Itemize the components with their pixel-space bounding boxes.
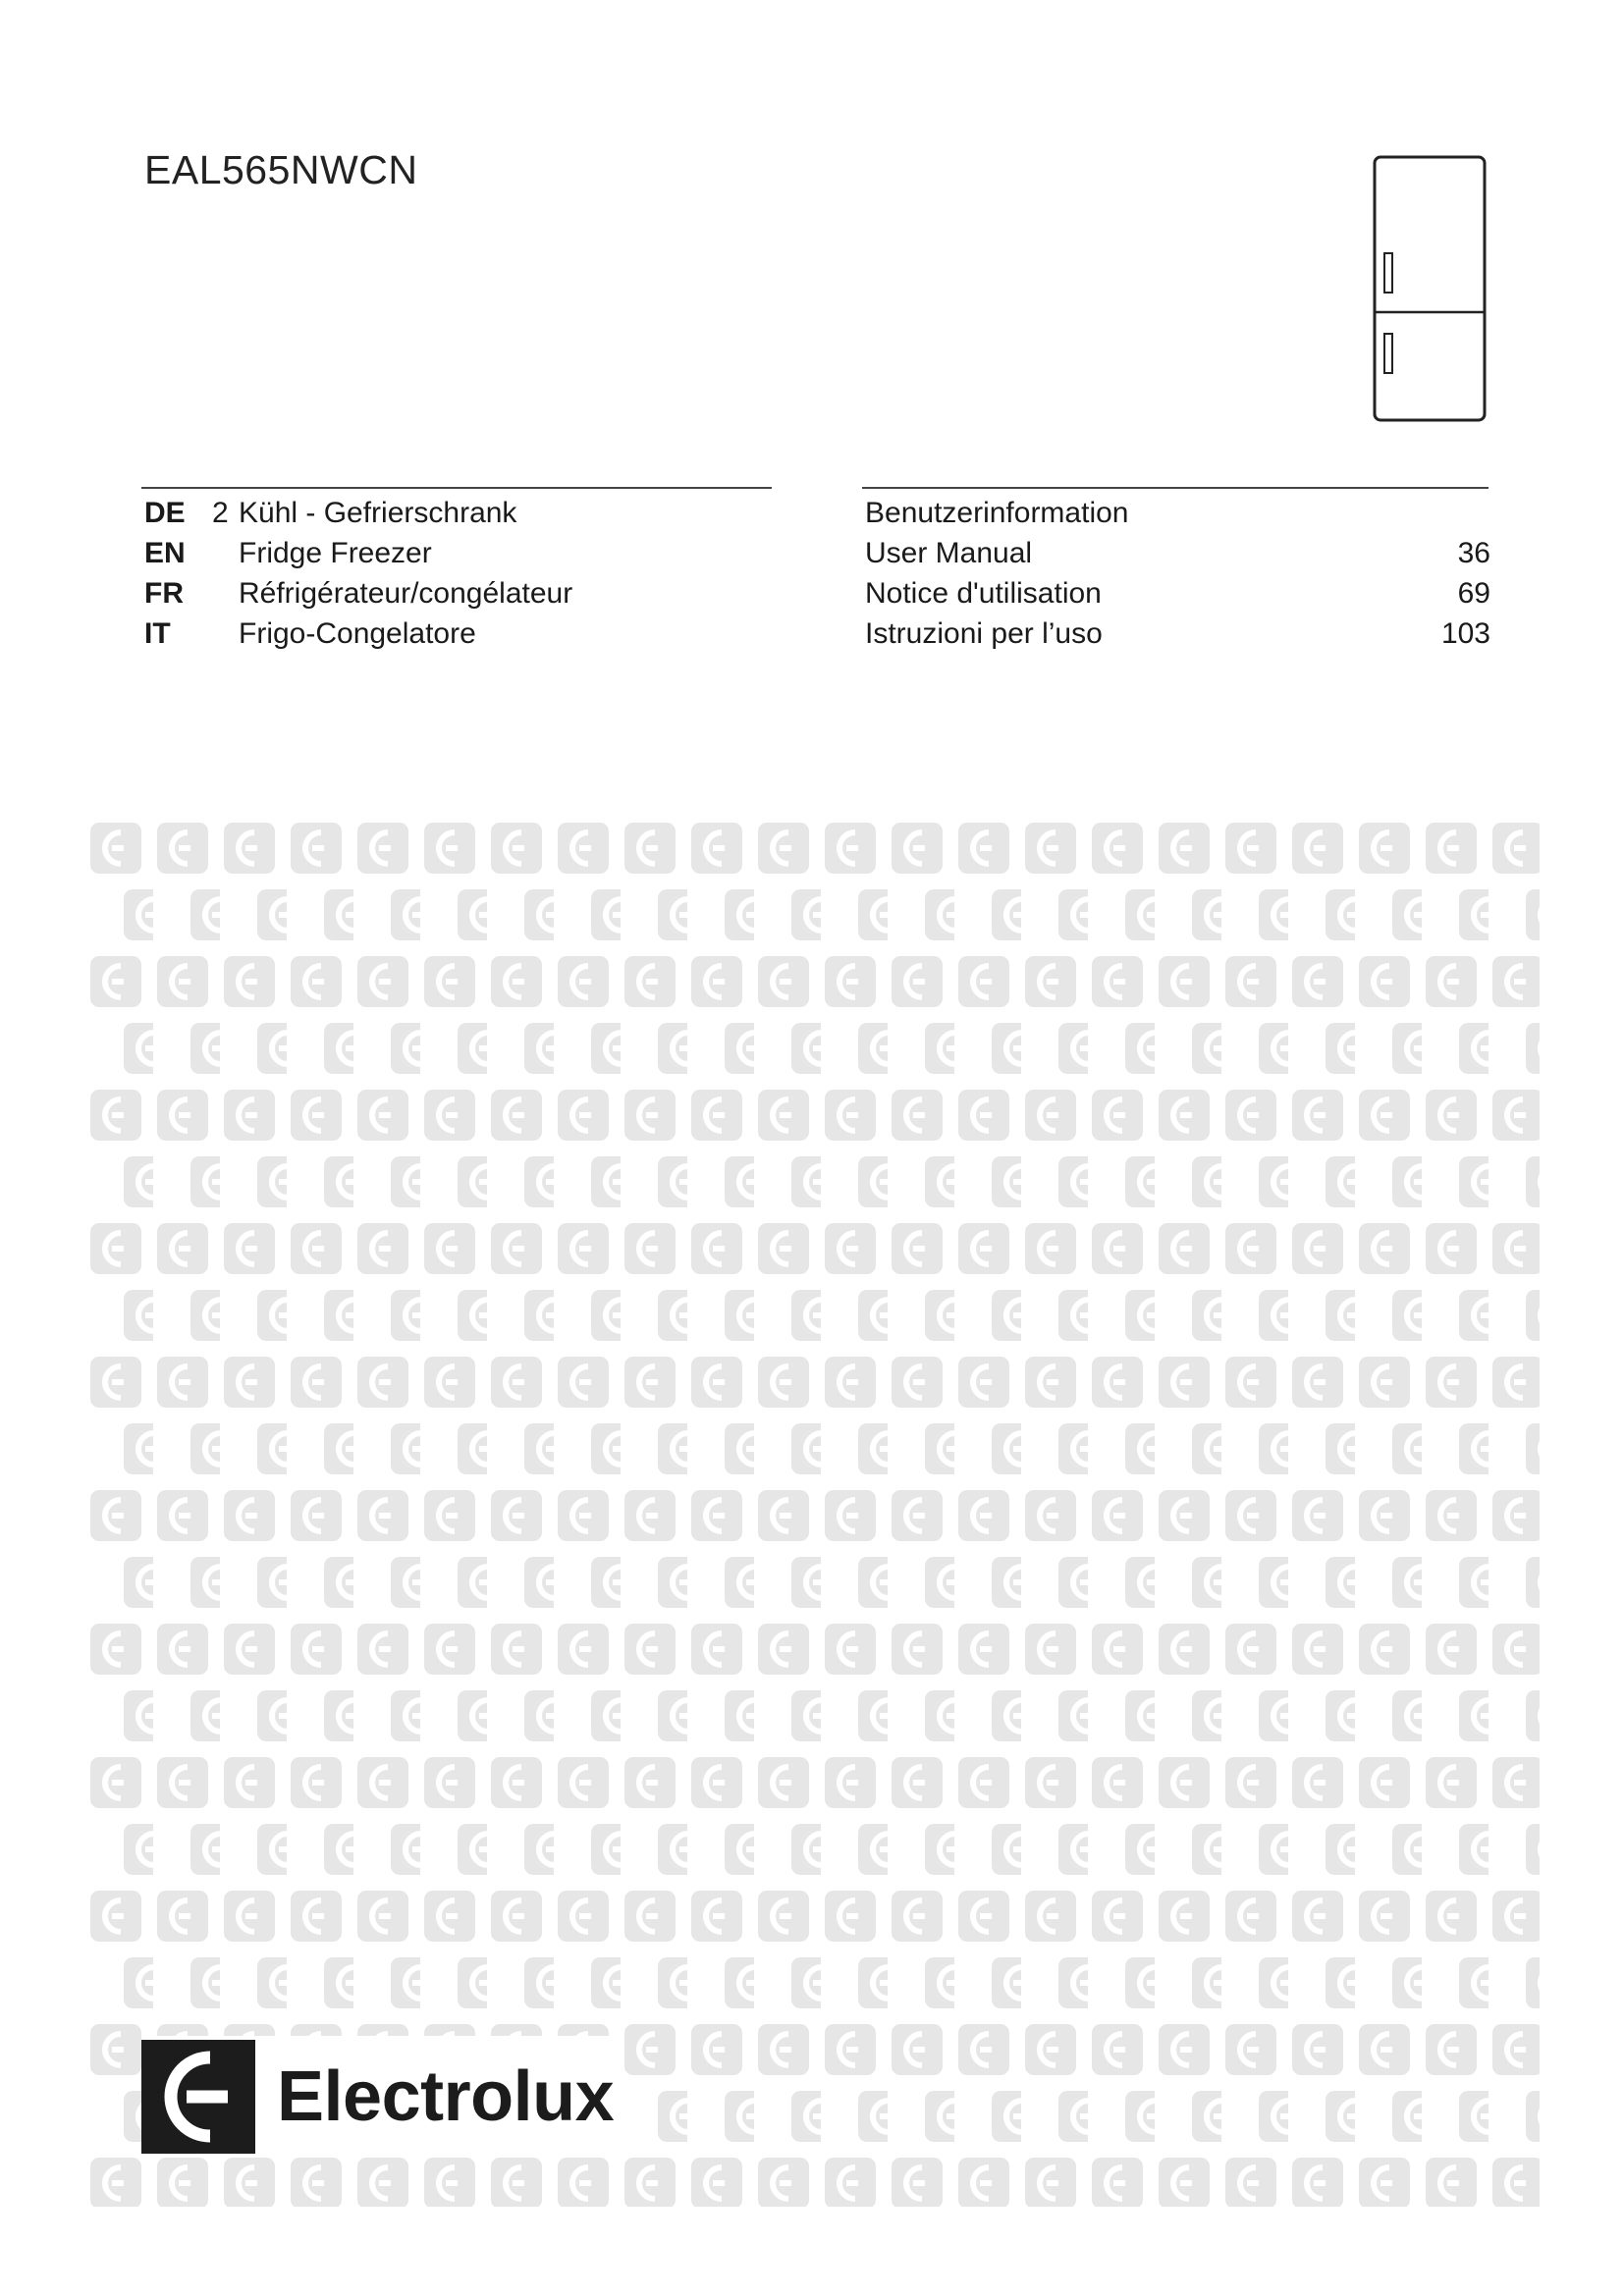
- language-code: IT: [144, 617, 171, 650]
- electrolux-logo-pattern: [86, 813, 1540, 2207]
- appliance-name: Réfrigérateur/congélateur: [239, 577, 573, 610]
- toc-row-it: [0, 617, 1624, 657]
- language-code: DE: [144, 497, 186, 529]
- appliance-name: Kühl - Gefrierschrank: [239, 497, 517, 529]
- page-number: 69: [1457, 577, 1490, 610]
- brand-name: Electrolux: [277, 2057, 615, 2136]
- page-number: 36: [1457, 537, 1490, 569]
- electrolux-logo-icon: [141, 2040, 255, 2154]
- model-number: EAL565NWCN: [144, 147, 418, 192]
- toc-row-de: [0, 497, 1624, 536]
- page-number: 103: [1440, 617, 1490, 650]
- language-code: FR: [144, 577, 184, 610]
- divider-left: [141, 487, 772, 489]
- document-name: Istruzioni per l’uso: [865, 617, 1103, 650]
- document-name: Notice d'utilisation: [865, 577, 1102, 610]
- divider-right: [862, 487, 1489, 489]
- fridge-freezer-icon: [1373, 155, 1487, 422]
- start-page: 2: [212, 497, 229, 529]
- document-name: Benutzerinformation: [865, 497, 1129, 529]
- language-code: EN: [144, 537, 186, 569]
- appliance-name: Fridge Freezer: [239, 537, 432, 569]
- appliance-name: Frigo-Congelatore: [239, 617, 476, 650]
- document-name: User Manual: [865, 537, 1033, 569]
- toc-row-en: [0, 537, 1624, 576]
- toc-row-fr: [0, 577, 1624, 616]
- brand-logo: [141, 2036, 623, 2158]
